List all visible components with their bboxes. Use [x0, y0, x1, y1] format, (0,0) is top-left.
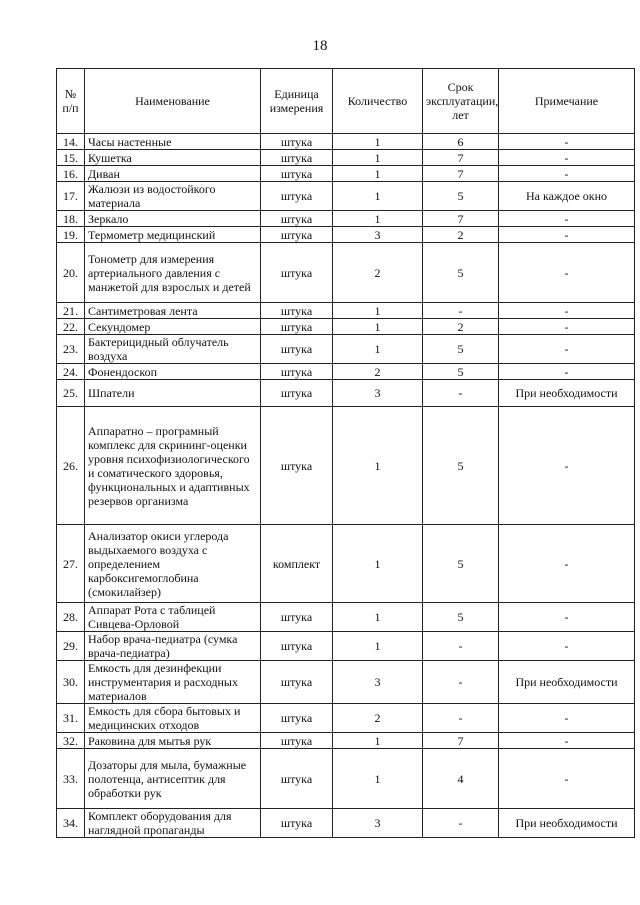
row-number: 25. — [57, 380, 85, 407]
row-number: 17. — [57, 182, 85, 211]
item-unit: штука — [261, 364, 333, 380]
item-term: 5 — [423, 407, 499, 525]
item-note: - — [499, 134, 635, 150]
item-term: - — [423, 809, 499, 838]
item-term: - — [423, 661, 499, 704]
item-unit: штука — [261, 150, 333, 166]
item-unit: штука — [261, 134, 333, 150]
header-term: Срок эксплуатации, лет — [423, 69, 499, 134]
row-number: 15. — [57, 150, 85, 166]
row-number: 16. — [57, 166, 85, 182]
item-name: Раковина для мытья рук — [85, 733, 261, 749]
item-note: - — [499, 704, 635, 733]
item-note: - — [499, 407, 635, 525]
item-quantity: 1 — [333, 182, 423, 211]
item-term: 5 — [423, 182, 499, 211]
item-name: Емкость для сбора бытовых и медицинских отходов — [85, 704, 261, 733]
item-name: Фонендоскоп — [85, 364, 261, 380]
item-term: - — [423, 632, 499, 661]
item-quantity: 3 — [333, 661, 423, 704]
item-note: - — [499, 525, 635, 603]
item-unit: штука — [261, 211, 333, 227]
item-quantity: 1 — [333, 134, 423, 150]
row-number: 27. — [57, 525, 85, 603]
equipment-table — [56, 68, 635, 838]
table-row — [57, 182, 635, 211]
item-quantity: 1 — [333, 150, 423, 166]
table-row — [57, 303, 635, 319]
table-row — [57, 603, 635, 632]
row-number: 32. — [57, 733, 85, 749]
item-term: 5 — [423, 243, 499, 303]
item-term: 6 — [423, 134, 499, 150]
item-name: Кушетка — [85, 150, 261, 166]
item-note: - — [499, 243, 635, 303]
item-name: Аппаратно – програмный комплекс для скрининг-оценки уровня психофизиологического и соматического здоровья, функциональных и адаптивных резервов организма — [85, 407, 261, 525]
header-unit: Единица измерения — [261, 69, 333, 134]
item-note: При необходимости — [499, 809, 635, 838]
item-term: 7 — [423, 166, 499, 182]
item-unit: штука — [261, 407, 333, 525]
row-number: 19. — [57, 227, 85, 243]
item-term: 5 — [423, 603, 499, 632]
table-row — [57, 749, 635, 809]
header-note: Примечание — [499, 69, 635, 134]
item-note: - — [499, 303, 635, 319]
item-name: Набор врача-педиатра (сумка врача-педиатра) — [85, 632, 261, 661]
item-note: - — [499, 166, 635, 182]
item-term: - — [423, 303, 499, 319]
item-term: 5 — [423, 335, 499, 364]
item-unit: штука — [261, 166, 333, 182]
item-quantity: 1 — [333, 525, 423, 603]
item-quantity: 1 — [333, 335, 423, 364]
row-number: 28. — [57, 603, 85, 632]
item-term: 2 — [423, 227, 499, 243]
row-number: 21. — [57, 303, 85, 319]
item-name: Термометр медицинский — [85, 227, 261, 243]
item-unit: штука — [261, 319, 333, 335]
item-note: На каждое окно — [499, 182, 635, 211]
item-note: - — [499, 227, 635, 243]
item-unit: штука — [261, 632, 333, 661]
item-term: 5 — [423, 364, 499, 380]
table-row — [57, 335, 635, 364]
item-name: Секундомер — [85, 319, 261, 335]
item-quantity: 1 — [333, 211, 423, 227]
item-quantity: 3 — [333, 380, 423, 407]
table-row — [57, 704, 635, 733]
item-name: Бактерицидный облучатель воздуха — [85, 335, 261, 364]
item-term: - — [423, 704, 499, 733]
item-name: Аппарат Рота с таблицей Сивцева-Орловой — [85, 603, 261, 632]
header-quantity: Количество — [333, 69, 423, 134]
item-term: 7 — [423, 211, 499, 227]
item-term: - — [423, 380, 499, 407]
item-unit: штука — [261, 335, 333, 364]
table-row — [57, 319, 635, 335]
item-note: - — [499, 150, 635, 166]
item-note: - — [499, 733, 635, 749]
item-name: Диван — [85, 166, 261, 182]
item-name: Тонометр для измерения артериального давления с манжетой для взрослых и детей — [85, 243, 261, 303]
item-note: - — [499, 632, 635, 661]
header-num: № п/п — [57, 69, 85, 134]
table-row — [57, 809, 635, 838]
item-name: Жалюзи из водостойкого материала — [85, 182, 261, 211]
row-number: 29. — [57, 632, 85, 661]
row-number: 24. — [57, 364, 85, 380]
table-row — [57, 661, 635, 704]
item-unit: штука — [261, 303, 333, 319]
item-name: Шпатели — [85, 380, 261, 407]
table-row — [57, 733, 635, 749]
item-quantity: 1 — [333, 407, 423, 525]
item-name: Комплект оборудования для наглядной пропаганды — [85, 809, 261, 838]
item-unit: штука — [261, 661, 333, 704]
item-unit: штука — [261, 182, 333, 211]
item-quantity: 1 — [333, 749, 423, 809]
item-name: Дозаторы для мыла, бумажные полотенца, антисептик для обработки рук — [85, 749, 261, 809]
item-quantity: 1 — [333, 632, 423, 661]
item-name: Часы настенные — [85, 134, 261, 150]
item-name: Анализатор окиси углерода выдыхаемого воздуха с определением карбоксигемоглобина (смокилайзер) — [85, 525, 261, 603]
item-name: Зеркало — [85, 211, 261, 227]
item-quantity: 2 — [333, 243, 423, 303]
item-note: При необходимости — [499, 661, 635, 704]
item-quantity: 1 — [333, 733, 423, 749]
page-number: 18 — [312, 38, 328, 54]
row-number: 22. — [57, 319, 85, 335]
table-row — [57, 150, 635, 166]
table-row — [57, 134, 635, 150]
item-unit: штука — [261, 380, 333, 407]
item-unit: штука — [261, 243, 333, 303]
row-number: 23. — [57, 335, 85, 364]
row-number: 14. — [57, 134, 85, 150]
row-number: 34. — [57, 809, 85, 838]
table-row — [57, 407, 635, 525]
row-number: 33. — [57, 749, 85, 809]
item-quantity: 1 — [333, 603, 423, 632]
item-note: - — [499, 603, 635, 632]
table-row — [57, 166, 635, 182]
item-note: - — [499, 335, 635, 364]
header-name: Наименование — [85, 69, 261, 134]
table-row — [57, 243, 635, 303]
table-row — [57, 380, 635, 407]
table-row — [57, 525, 635, 603]
item-quantity: 2 — [333, 704, 423, 733]
item-unit: штука — [261, 227, 333, 243]
item-quantity: 1 — [333, 303, 423, 319]
row-number: 26. — [57, 407, 85, 525]
item-note: - — [499, 749, 635, 809]
table-row — [57, 364, 635, 380]
table-row — [57, 211, 635, 227]
table-header-row — [57, 69, 635, 134]
item-term: 4 — [423, 749, 499, 809]
table-row — [57, 227, 635, 243]
item-note: - — [499, 364, 635, 380]
table-row — [57, 632, 635, 661]
item-note: - — [499, 319, 635, 335]
row-number: 20. — [57, 243, 85, 303]
row-number: 30. — [57, 661, 85, 704]
item-quantity: 3 — [333, 809, 423, 838]
item-unit: штука — [261, 733, 333, 749]
item-unit: штука — [261, 809, 333, 838]
item-term: 5 — [423, 525, 499, 603]
item-quantity: 1 — [333, 166, 423, 182]
item-quantity: 1 — [333, 319, 423, 335]
item-unit: комплект — [261, 525, 333, 603]
item-term: 7 — [423, 733, 499, 749]
item-name: Емкость для дезинфекции инструментария и расходных материалов — [85, 661, 261, 704]
item-term: 2 — [423, 319, 499, 335]
item-term: 7 — [423, 150, 499, 166]
item-note: - — [499, 211, 635, 227]
item-quantity: 2 — [333, 364, 423, 380]
item-note: При необходимости — [499, 380, 635, 407]
item-unit: штука — [261, 749, 333, 809]
item-quantity: 3 — [333, 227, 423, 243]
row-number: 18. — [57, 211, 85, 227]
item-unit: штука — [261, 603, 333, 632]
item-name: Сантиметровая лента — [85, 303, 261, 319]
item-unit: штука — [261, 704, 333, 733]
row-number: 31. — [57, 704, 85, 733]
